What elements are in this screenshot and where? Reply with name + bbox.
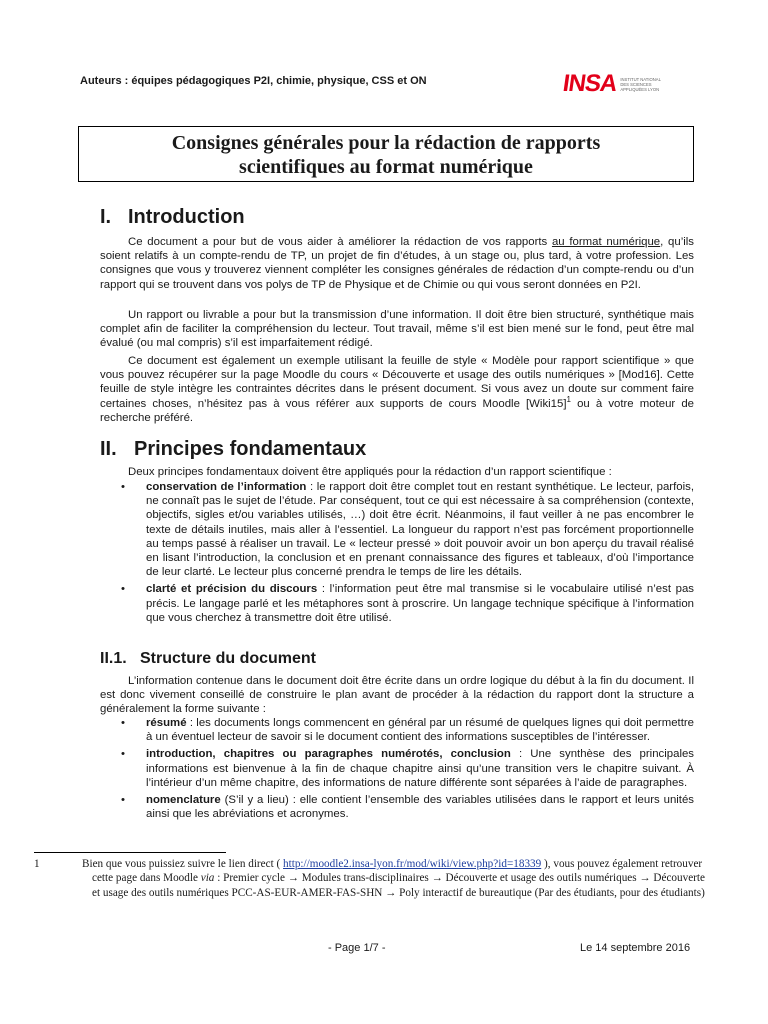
heading-structure	[100, 650, 316, 668]
list-item	[100, 747, 694, 790]
footnote-number: 1	[34, 858, 40, 870]
text-run: : Premier cycle → Modules trans-disciplinaires → Découverte et usage des outils numériques → Découverte et usage des outils numériques PCC-AS-EUR-AMER-FAS-SHN → Poly interactif de bureautique (Par des étudiants, pour des étudiants)	[92, 872, 705, 899]
page-number: - Page 1/7 -	[328, 942, 386, 954]
underlined-text: au format numérique	[551, 236, 661, 248]
list-item	[100, 480, 694, 579]
list-item-term: conservation de l’information	[146, 481, 307, 493]
heading-principes	[100, 438, 366, 461]
logo-mark: INSA	[561, 70, 619, 97]
logo-institution-text: INSTITUT NATIONAL DES SCIENCES APPLIQUÉES LYON	[620, 76, 661, 92]
list-item	[100, 793, 694, 821]
list-item-text: (S’il y a lieu) : elle contient l’ensemble des variables utilisées dans le rapport et leurs unités ainsi que les abréviations et acronymes.	[146, 794, 694, 821]
moodle-link[interactable]: http://moodle2.insa-lyon.fr/mod/wiki/view.php?id=18339	[283, 858, 542, 870]
list-item-text: : les documents longs commencent en général par un résumé de quelques lignes qui doit permettre à un éventuel lecteur de savoir si le document contient des informations susceptibles de l’intéresser.	[146, 717, 694, 744]
list-item-text: : le rapport doit être complet tout en restant synthétique. Le lecteur, parfois, ne connaît pas le sujet de l’étude. Par conséquent, tout ce qui est nécessaire à sa compréhension (contexte, objectifs, sigles et/ou variables utilisés, …) doit être écrit. Néanmoins, il faut veiller à ne pas encombrer le texte de détails inutiles, mais aller à l’essentiel. La longueur du rapport n’est pas forcément proportionnelle au temps passé à réaliser un travail. Le « lecteur pressé » doit pouvoir avoir un bon aperçu du travail réalisé en lisant l’introduction, la conclusion et en prenant connaissance des figures et tableaux, d’où l’importance de leur clarté. Le lecteur plus concerné prendra le temps de lire les détails.	[146, 481, 694, 579]
list-item	[100, 582, 694, 625]
structure-intro: L’information contenue dans le document doit être écrite dans un ordre logique du début à la fin du document. Il est donc vivement conseillé de construire le plan avant de procéder à la rédaction du rapport dont la structure a généralement la forme suivante :	[100, 675, 694, 716]
footnote-separator	[34, 852, 226, 853]
italic-text: via	[200, 872, 215, 885]
heading-text: Structure du document	[140, 650, 317, 667]
structure-list	[100, 716, 694, 824]
text-run: Ce document a pour but de vous aider à améliorer la rédaction de vos rapports	[128, 236, 552, 248]
document-title	[78, 126, 694, 182]
text-run: Ce document est également un exemple utilisant la feuille de style « Modèle pour rapport scientifique » que vous pouvez récupérer sur la page Moodle du cours « Découverte et usage des outils numériques » [Mod16]. Cette feuille de style intègre les contraintes décrites dans le présent document. Si vous avez un doute sur comment faire certaines choses, n’hésitez pas à vous référer aux supports de cours Moodle [Wiki15]	[100, 355, 694, 410]
list-item-text: : Une synthèse des principales informations est bienvenue à la fin de chaque chapitre ainsi qu’une transition vers le chapitre suivant. À l’intérieur d’un même chapitre, des informations de nature différente sont séparées à l’aide de paragraphes.	[146, 748, 695, 789]
list-item-term: résumé	[146, 717, 187, 729]
footnote-reference[interactable]: 1	[566, 394, 571, 404]
authors-line: Auteurs : équipes pédagogiques P2I, chimie, physique, CSS et ON	[80, 75, 427, 87]
heading-introduction	[100, 206, 245, 229]
heading-text: Principes fondamentaux	[134, 438, 367, 460]
text-run: ), vous pouvez également retrouver cette page dans Moodle	[92, 858, 703, 885]
principes-list	[100, 480, 694, 628]
title-line-2: scientifiques au format numérique	[239, 156, 533, 178]
list-item-term: nomenclature	[146, 794, 221, 807]
heading-number: II.1.	[100, 650, 127, 667]
list-item-term: introduction, chapitres ou paragraphes numérotés, conclusion	[146, 748, 511, 761]
document-date: Le 14 septembre 2016	[580, 942, 691, 954]
heading-number: II.	[100, 438, 117, 460]
list-item-term: clarté et précision du discours	[146, 583, 318, 596]
principes-intro: Deux principes fondamentaux doivent être appliqués pour la rédaction d’un rapport scientifique :	[128, 466, 612, 478]
intro-paragraph-2: Un rapport ou livrable a pour but la transmission d’une information. Il doit être bien structuré, synthétique mais complet afin de faciliter la compréhension du lecteur. Tout travail, même s’il est bien mené sur le fond, peut être mal évalué (ou mal compris) s’il est imparfaitement rédigé.	[100, 309, 694, 350]
intro-paragraph-3	[100, 354, 694, 425]
heading-text: Introduction	[128, 206, 245, 228]
title-line-1: Consignes générales pour la rédaction de rapports	[171, 132, 601, 154]
list-item-text: : l’information peut être mal transmise si le vocabulaire utilisé n’est pas précis. Le langage parlé et les métaphores sont à proscrire. Un langage technique spécifique à l’information que vous cherchez à transmettre doit être utilisé.	[146, 583, 694, 624]
insa-logo	[563, 72, 664, 96]
footnote	[34, 857, 714, 900]
intro-paragraph-1	[100, 235, 694, 292]
text-run: ou à votre moteur de recherche préféré.	[100, 397, 694, 424]
text-run: Bien que vous puissiez suivre le lien direct (	[82, 858, 284, 870]
text-run: , qu’ils soient relatifs à un compte-rendu de TP, un projet de fin d’études, à un stage ou, plus tard, à votre profession. Les consignes que vous y trouverez viennent compléter les consignes générales de rédaction d’un compte-rendu ou d’un rapport qui se trouvent dans vos polys de TP de Physique et de Chimie ou qui vous seront données en P2I.	[100, 236, 694, 291]
heading-number: I.	[100, 206, 112, 228]
list-item	[100, 716, 694, 744]
footnote-text	[34, 857, 714, 900]
